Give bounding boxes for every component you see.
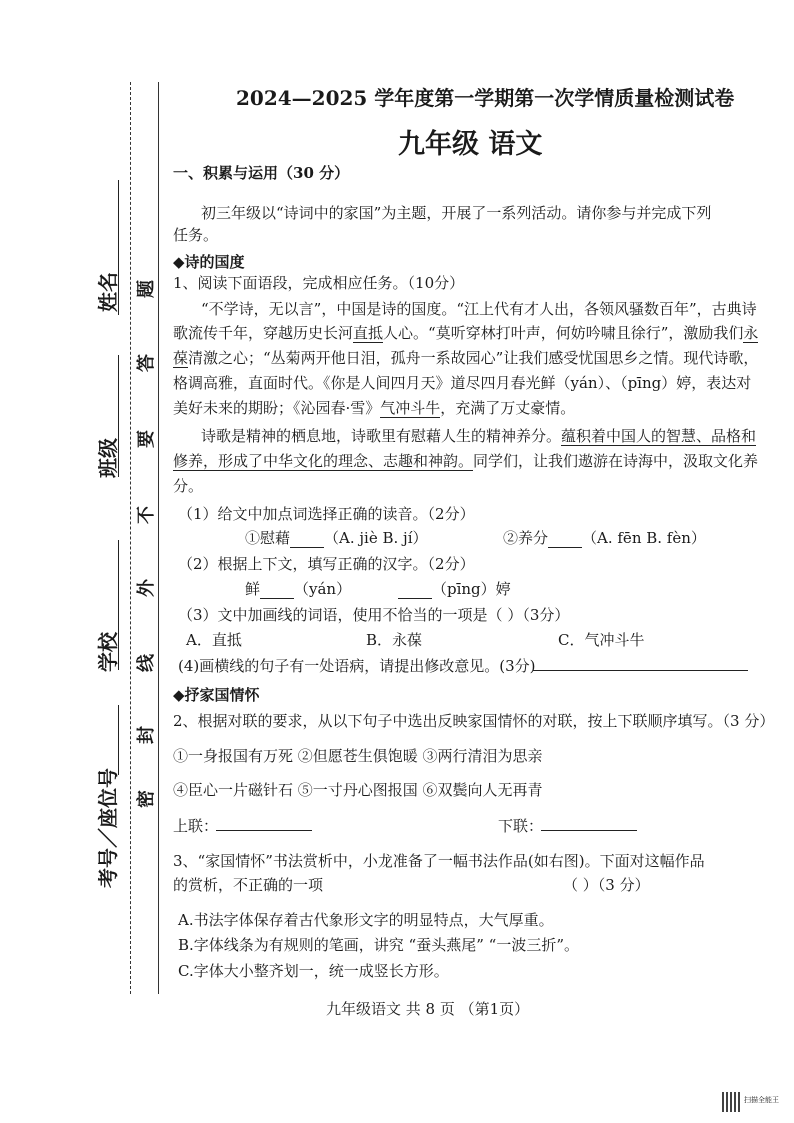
option-b: B．永葆 — [366, 631, 423, 649]
question-1: 1、阅读下面语段，完成相应任务。（10分） — [173, 274, 465, 292]
seal-char: 线 — [136, 654, 157, 672]
passage-line: 美好未来的期盼；《沁园春·雪》气冲斗牛，充满了万丈豪情。 — [173, 399, 576, 417]
underlined-sentence: 修养，形成了中华文化的理念、志趣和神韵。 — [173, 452, 474, 470]
underlined-word: 永 — [743, 324, 759, 342]
passage-line: 葆清激之心；“丛菊两开他日泪，孤舟一系故园心”让我们感受忧国思乡之情。现代诗歌， — [173, 349, 759, 367]
lower-couplet-label: 下联： — [498, 817, 544, 835]
seat-label: 考号／座位号 — [96, 768, 120, 888]
section-heading: 一、积累与运用（30 分） — [173, 164, 350, 182]
binding-solid-line — [158, 82, 159, 994]
seal-char: 密 — [136, 790, 157, 808]
seal-char: 不 — [136, 506, 157, 524]
exam-title: 2024—2025 学年度第一学期第一次学情质量检测试卷 — [236, 86, 735, 110]
question-1-1: （1）给文中加点词选择正确的读音。（2分） — [178, 505, 475, 523]
school-fill-line — [118, 540, 119, 670]
passage-line: “不学诗，无以言”，中国是诗的国度。“江上代有才人出，各领风骚数百年”，古典诗 — [201, 300, 757, 318]
seal-char: 封 — [136, 726, 157, 744]
answer-blank[interactable] — [398, 598, 432, 599]
question-1-3: （3）文中加画线的词语，使用不恰当的一项是（ ）（3分） — [178, 606, 570, 624]
name-fill-line — [118, 180, 119, 315]
question-1-1a: ①慰藉 （A. jiè B. jí） — [245, 529, 428, 547]
intro-text: 任务。 — [173, 226, 219, 244]
couplet-options: ④臣心一片磁针石 ⑤一寸丹心图报国 ⑥双鬓向人无再青 — [173, 781, 543, 799]
seal-char: 外 — [136, 579, 157, 597]
question-1-4: (4)画横线的句子有一处语病，请提出修改意见。(3分) — [178, 657, 536, 675]
passage-line: 格调高雅，直面时代。《你是人间四月天》道尽四月春光鲜（yán）、（pīng）婷，表达对 — [173, 374, 752, 392]
question-2: 2、根据对联的要求，从以下句子中选出反映家国情怀的对联，按上下联顺序填写。（3 分） — [173, 712, 775, 730]
question-1-2a: 鲜 （yán） — [245, 580, 352, 598]
seat-fill-line — [118, 705, 119, 775]
passage-line: 修养，形成了中华文化的理念、志趣和神韵。同学们，让我们遨游在诗海中，汲取文化养 — [173, 452, 759, 470]
underlined-word: 直抵 — [353, 324, 384, 342]
subsection-heading: ◆诗的国度 — [173, 253, 245, 271]
upper-couplet-label: 上联： — [173, 817, 219, 835]
couplet-options: ①一身报国有万死 ②但愿苍生俱饱暖 ③两行清泪为思亲 — [173, 747, 543, 765]
lower-couplet-blank[interactable] — [541, 830, 637, 831]
question-1-2b: （pīng）婷 — [398, 578, 511, 599]
intro-text: 初三年级以“诗词中的家国”为主题，开展了一系列活动。请你参与并完成下列 — [201, 204, 712, 222]
binding-dashed-line — [130, 82, 131, 994]
seal-char: 要 — [136, 430, 157, 448]
option-c: C.字体大小整齐划一，统一成竖长方形。 — [178, 962, 449, 980]
passage-line: 分。 — [173, 477, 204, 495]
passage-line: 诗歌是精神的栖息地，诗歌里有慰藉人生的精神养分。蕴积着中国人的智慧、品格和 — [201, 427, 757, 445]
underlined-word: 葆 — [173, 349, 189, 367]
passage-line: 歌流传千年，穿越历史长河直抵人心。“莫听穿林打叶声，何妨吟啸且徐行”，激励我们永 — [173, 324, 759, 342]
class-label: 班级 — [96, 438, 120, 478]
underlined-word: 气冲斗牛 — [380, 399, 441, 417]
question-1-2: （2）根据上下文，填写正确的汉字。（2分） — [178, 555, 475, 573]
exam-subtitle: 九年级 语文 — [398, 129, 543, 160]
qr-code-icon — [722, 1092, 742, 1112]
question-3: 3、“家国情怀”书法赏析中，小龙准备了一幅书法作品(如右图)。下面对这幅作品 — [173, 852, 705, 870]
upper-couplet-blank[interactable] — [216, 830, 312, 831]
answer-blank[interactable] — [260, 598, 294, 599]
school-label: 学校 — [96, 632, 120, 672]
question-1-1b: ②养分 （A. fēn B. fèn） — [503, 529, 706, 547]
answer-blank[interactable] — [548, 547, 582, 548]
subsection-heading: ◆抒家国情怀 — [173, 686, 260, 704]
option-a: A．直抵 — [186, 631, 242, 649]
name-label: 姓名 — [96, 272, 120, 312]
page-footer: 九年级语文 共 8 页 （第1页） — [326, 1000, 530, 1018]
question-3-score: （ ）（3 分） — [563, 876, 650, 894]
class-fill-line — [118, 355, 119, 477]
option-b: B.字体线条为有规则的笔画，讲究 “蚕头燕尾” “一波三折”。 — [178, 936, 580, 954]
scanner-watermark: 扫描全能王 — [744, 1096, 779, 1104]
seal-char: 题 — [136, 280, 157, 298]
answer-line[interactable] — [533, 670, 748, 671]
question-3: 的赏析，不正确的一项 — [173, 876, 324, 894]
underlined-sentence: 蕴积着中国人的智慧、品格和 — [561, 427, 757, 445]
seal-char: 答 — [136, 354, 157, 372]
answer-blank[interactable] — [290, 547, 324, 548]
option-a: A.书法字体保存着古代象形文字的明显特点，大气厚重。 — [178, 911, 554, 929]
option-c: C．气冲斗牛 — [558, 631, 645, 649]
